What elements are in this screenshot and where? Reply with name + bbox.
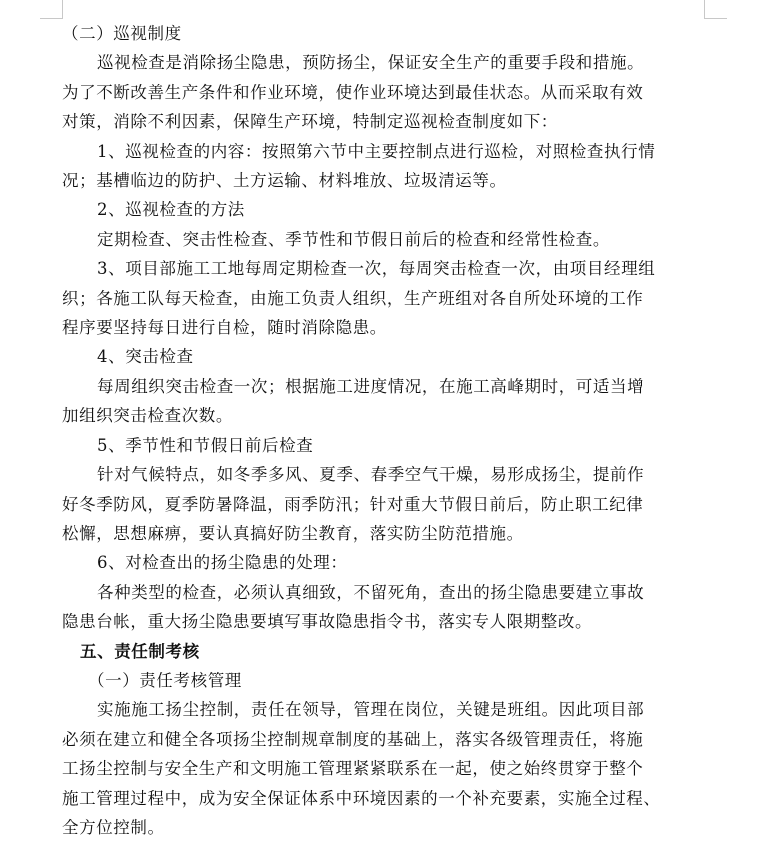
- document-page: [62, 19, 714, 842]
- subheading-responsibility-management: （一）责任考核管理: [88, 670, 242, 690]
- paragraph-line: 松懈，思想麻痹，要认真搞好防尘教育，落实防尘防范措施。: [62, 523, 524, 543]
- page-corner-mark-left: [40, 0, 63, 19]
- paragraph-line: 3、项目部施工工地每周定期检查一次，每周突击检查一次，由项目经理组: [97, 259, 656, 279]
- paragraph-line: 加组织突击检查次数。: [62, 406, 233, 426]
- item-2-body: 定期检查、突击性检查、季节性和节假日前后的检查和经常性检查。: [97, 229, 610, 249]
- paragraph-line: 对策，消除不利因素，保障生产环境，特制定巡视检查制度如下：: [62, 112, 558, 132]
- paragraph-line: 隐患台帐，重大扬尘隐患要填写事故隐患指令书，落实专人限期整改。: [62, 612, 593, 632]
- paragraph-line: 工扬尘控制与安全生产和文明施工管理紧紧联系在一起，使之始终贯穿于整个: [62, 759, 644, 779]
- paragraph-line: 好冬季防风，夏季防暑降温，雨季防汛；针对重大节假日前后，防止职工纪律: [62, 494, 644, 514]
- subheading-patrol-system: （二）巡视制度: [62, 24, 182, 43]
- paragraph-line: 实施施工扬尘控制，责任在领导，管理在岗位，关键是班组。因此项目部: [97, 700, 645, 720]
- paragraph-line: 必须在建立和健全各项扬尘控制规章制度的基础上，落实各级管理责任，将施: [62, 729, 644, 749]
- item-6-title: 6、对检查出的扬尘隐患的处理：: [97, 553, 348, 573]
- paragraph-responsibility-body: [62, 695, 714, 842]
- paragraph-line: 针对气候特点，如冬季多风、夏季、春季空气干燥，易形成扬尘，提前作: [97, 465, 645, 485]
- paragraph-line: 每周组织突击检查一次；根据施工进度情况，在施工高峰期时，可适当增: [97, 376, 645, 396]
- paragraph-line: 织；各施工队每天检查，由施工负责人组织，生产班组对各自所处环境的工作: [62, 288, 644, 308]
- paragraph-line: 为了不断改善生产条件和作业环境，使作业环境达到最佳状态。从而采取有效: [62, 82, 644, 102]
- paragraph-line: 1、巡视检查的内容：按照第六节中主要控制点进行巡检，对照检查执行情: [97, 141, 656, 161]
- paragraph-line: 巡视检查是消除扬尘隐患，预防扬尘，保证安全生产的重要手段和措施。: [97, 53, 645, 73]
- paragraph-line: 各种类型的检查，必须认真细致，不留死角，查出的扬尘隐患要建立事故: [97, 582, 645, 602]
- paragraph-item-3: [62, 254, 714, 342]
- paragraph-line: 全方位控制。: [62, 817, 165, 837]
- heading-responsibility-assessment: 五、责任制考核: [80, 641, 200, 661]
- paragraph-item-4-body: [62, 372, 714, 431]
- paragraph-line: 施工管理过程中，成为安全保证体系中环境因素的一个补充要素，实施全过程、: [62, 788, 661, 808]
- paragraph-item-1: [62, 137, 714, 196]
- item-2-title: 2、巡视检查的方法: [97, 200, 245, 220]
- paragraph-item-5-body: [62, 460, 714, 548]
- item-5-title: 5、季节性和节假日前后检查: [97, 435, 314, 455]
- paragraph-item-6-body: [62, 578, 714, 637]
- paragraph-line: 程序要坚持每日进行自检，随时消除隐患。: [62, 318, 387, 338]
- item-4-title: 4、突击检查: [97, 347, 194, 367]
- paragraph-patrol-intro: [62, 48, 714, 136]
- paragraph-line: 况；基槽临边的防护、土方运输、材料堆放、垃圾清运等。: [62, 171, 507, 191]
- page-corner-mark-right: [704, 0, 727, 19]
